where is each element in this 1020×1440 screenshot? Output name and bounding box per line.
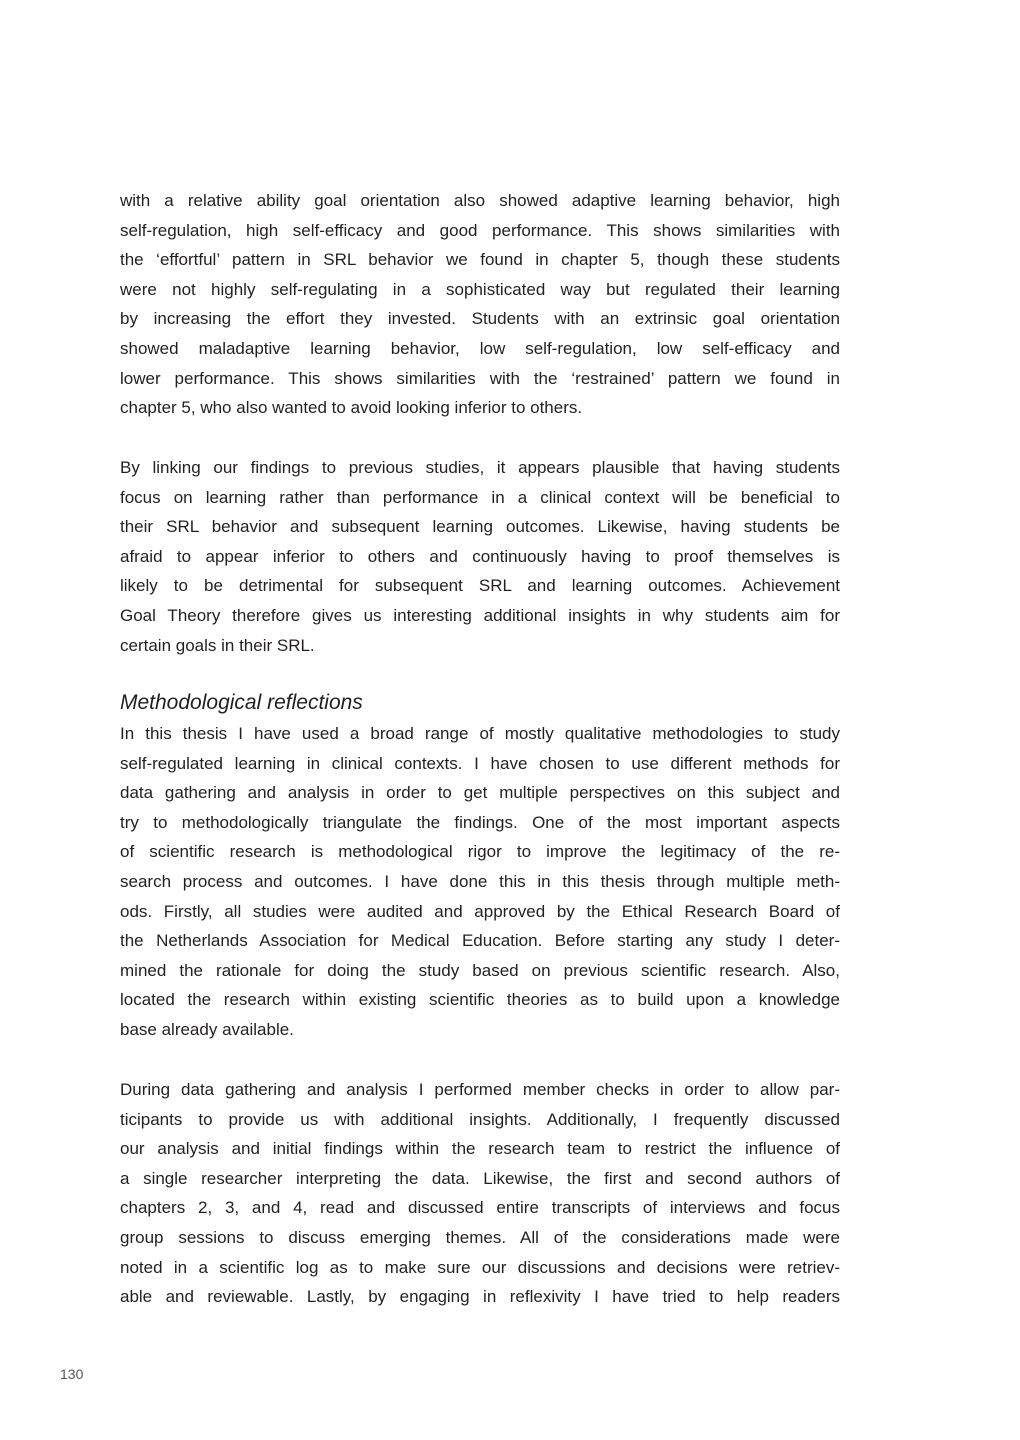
section-heading: Methodological reflections bbox=[120, 691, 363, 714]
text-line: located the research within existing scientific theories as to build upon a knowledge bbox=[120, 990, 840, 1010]
text-line: lower performance. This shows similarities with the ‘restrained’ pattern we found in bbox=[120, 368, 840, 388]
text-line: their SRL behavior and subsequent learning outcomes. Likewise, having students be bbox=[120, 517, 840, 537]
text-line: search process and outcomes. I have done this in this thesis through multiple meth- bbox=[120, 871, 840, 891]
text-line: By linking our findings to previous studies, it appears plausible that having students bbox=[120, 458, 840, 477]
text-line: try to methodologically triangulate the findings. One of the most important aspects bbox=[120, 812, 840, 832]
paragraph-methodologies bbox=[120, 719, 840, 1045]
text-line: showed maladaptive learning behavior, low self-regulation, low self-efficacy and bbox=[120, 338, 840, 358]
text-line: chapter 5, who also wanted to avoid looking inferior to others. bbox=[120, 398, 583, 418]
text-line: likely to be detrimental for subsequent SRL and learning outcomes. Achievement bbox=[120, 576, 840, 596]
page-number: 130 bbox=[60, 1366, 84, 1382]
text-line: self-regulation, high self-efficacy and good performance. This shows similarities with bbox=[120, 220, 840, 240]
text-line: were not highly self-regulating in a sophisticated way but regulated their learning bbox=[120, 279, 840, 299]
text-line: group sessions to discuss emerging themes. All of the considerations made were bbox=[120, 1227, 840, 1247]
paragraph-data-gathering bbox=[120, 1075, 840, 1312]
text-line: the Netherlands Association for Medical Education. Before starting any study I deter- bbox=[120, 931, 840, 951]
paragraph-goal-orientation bbox=[120, 186, 840, 423]
text-line: chapters 2, 3, and 4, read and discussed entire transcripts of interviews and focus bbox=[120, 1198, 840, 1218]
text-line: Goal Theory therefore gives us interesting additional insights in why students aim for bbox=[120, 605, 840, 625]
text-line: with a relative ability goal orientation also showed adaptive learning behavior, high bbox=[120, 191, 840, 210]
text-line: of scientific research is methodological rigor to improve the legitimacy of the re- bbox=[120, 842, 840, 862]
text-line: focus on learning rather than performance in a clinical context will be beneficial to bbox=[120, 487, 840, 507]
text-line: data gathering and analysis in order to get multiple perspectives on this subject and bbox=[120, 783, 840, 803]
text-line: able and reviewable. Lastly, by engaging in reflexivity I have tried to help readers bbox=[120, 1287, 840, 1307]
text-line: by increasing the effort they invested. Students with an extrinsic goal orientation bbox=[120, 309, 840, 329]
text-line: the ‘effortful’ pattern in SRL behavior we found in chapter 5, though these students bbox=[120, 250, 840, 270]
text-line: ticipants to provide us with additional insights. Additionally, I frequently discussed bbox=[120, 1109, 840, 1129]
text-line: self-regulated learning in clinical contexts. I have chosen to use different methods for bbox=[120, 753, 840, 773]
text-line: During data gathering and analysis I performed member checks in order to allow par- bbox=[120, 1080, 840, 1099]
text-line: afraid to appear inferior to others and continuously having to proof themselves is bbox=[120, 546, 840, 566]
text-line: certain goals in their SRL. bbox=[120, 635, 315, 655]
text-line: noted in a scientific log as to make sure our discussions and decisions were retriev- bbox=[120, 1257, 840, 1277]
text-line: our analysis and initial findings within the research team to restrict the influence of bbox=[120, 1139, 840, 1159]
text-line: base already available. bbox=[120, 1019, 294, 1039]
text-line: ods. Firstly, all studies were audited and approved by the Ethical Research Board of bbox=[120, 901, 840, 921]
text-line: mined the rationale for doing the study based on previous scientific research. Also, bbox=[120, 960, 840, 980]
text-line: a single researcher interpreting the data. Likewise, the first and second authors of bbox=[120, 1168, 840, 1188]
paragraph-linking-findings bbox=[120, 453, 840, 660]
text-line: In this thesis I have used a broad range of mostly qualitative methodologies to study bbox=[120, 724, 840, 743]
